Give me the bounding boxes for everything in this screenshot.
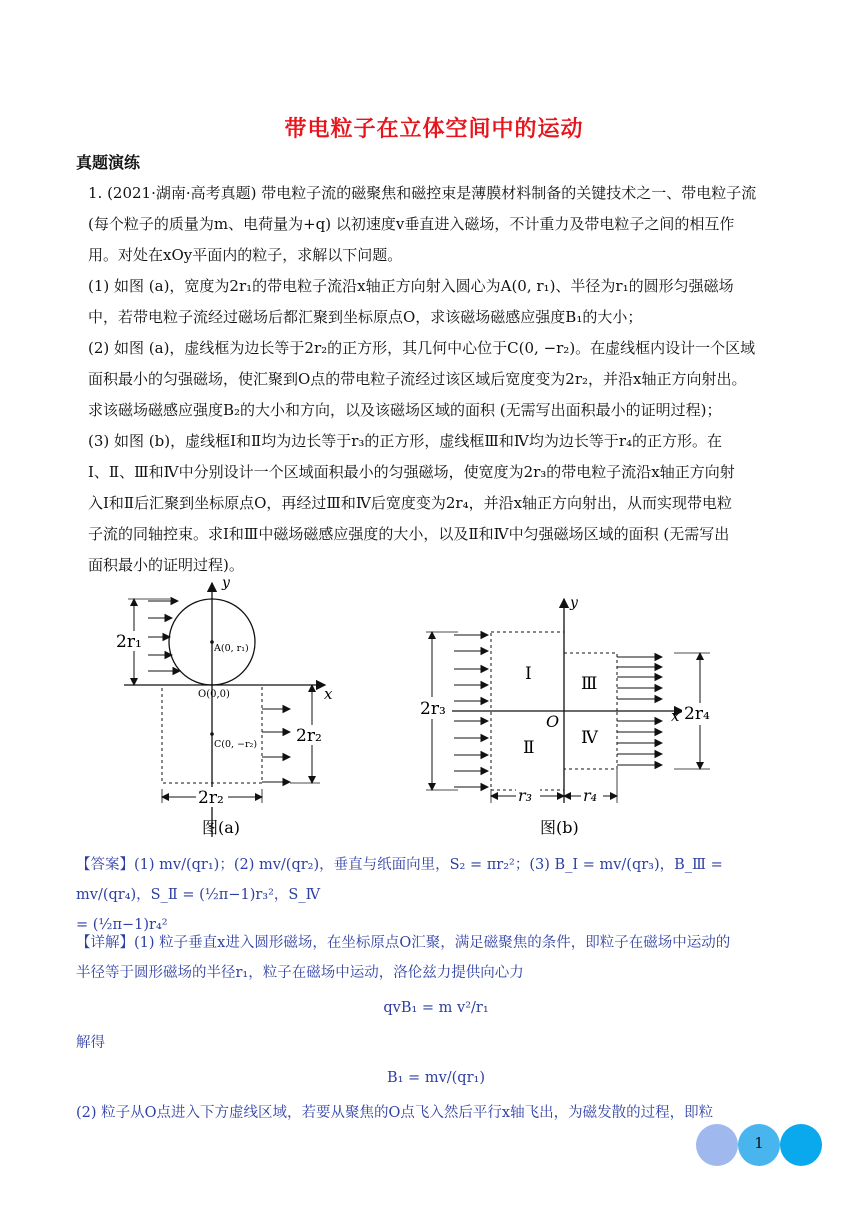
equation-1: qvB₁ = m v²/r₁ bbox=[383, 1000, 489, 1016]
detail-line: 半径等于圆形磁场的半径r₁，粒子在磁场中运动，洛伦兹力提供向心力 bbox=[76, 965, 524, 981]
pager-dot-1 bbox=[696, 1124, 738, 1166]
answer-text: (1) mv/(qr₁)；(2) mv/(qr₂)，垂直与纸面向里，S₂ = πr₂²；(3) B_Ⅰ = mv/(qr₃)，B_Ⅲ = mv/(qr₄)，S_Ⅱ = (½π−1)r₃²，S_Ⅳ bbox=[76, 857, 723, 903]
label-2r1: 2r₁ bbox=[116, 632, 142, 652]
label-C: C(0, −r₂) bbox=[214, 739, 258, 750]
y-axis-label-b: y bbox=[570, 595, 578, 611]
question-part-1: (1) 如图 (a)，宽度为2r₁的带电粒子流沿x轴正方向射入圆心为A(0, r₁)、半径为r₁的圆形匀强磁场 bbox=[88, 277, 734, 295]
label-III: Ⅲ bbox=[581, 674, 598, 694]
figure-b-caption: 图(b) bbox=[540, 818, 579, 837]
outgoing-beam-a bbox=[262, 709, 290, 782]
label-O-b: O bbox=[546, 712, 560, 731]
incoming-beam bbox=[148, 601, 180, 671]
label-2r2-bottom: 2r₂ bbox=[198, 788, 224, 808]
question-part-3: 子流的同轴控束。求Ⅰ和Ⅲ中磁场磁感应强度的大小，以及Ⅱ和Ⅳ中匀强磁场区域的面积 (无需写出 bbox=[88, 525, 730, 543]
question-part-1: 中，若带电粒子流经过磁场后都汇聚到坐标原点O，求该磁场磁感应强度B₁的大小； bbox=[88, 308, 643, 326]
label-O: O(0,0) bbox=[198, 689, 230, 700]
label-II: Ⅱ bbox=[523, 738, 535, 758]
x-axis-label-b: x bbox=[671, 707, 680, 725]
detail-block bbox=[76, 928, 796, 1128]
question-part-3: (3) 如图 (b)，虚线框Ⅰ和Ⅱ均为边长等于r₃的正方形，虚线框Ⅲ和Ⅳ均为边长等于r₄的正方形。在 bbox=[88, 432, 723, 450]
figure-a bbox=[110, 575, 350, 845]
figure-a-caption: 图(a) bbox=[202, 818, 241, 837]
label-r3: r₃ bbox=[518, 786, 533, 805]
equation-2: B₁ = mv/(qr₁) bbox=[386, 1070, 485, 1086]
answer-line: = (½π−1)r₄² bbox=[76, 917, 168, 933]
detail-line: 解得 bbox=[76, 1035, 105, 1051]
detail-text: (1) 粒子垂直x进入圆形磁场，在坐标原点O汇聚，满足磁聚焦的条件，即粒子在磁场中运动的 bbox=[134, 935, 731, 951]
detail-tag: 【详解】 bbox=[76, 935, 134, 951]
answer-tag: 【答案】 bbox=[76, 857, 134, 873]
question-part-2: 求该磁场磁感应强度B₂的大小和方向，以及该磁场区域的面积 (无需写出面积最小的证明过程)； bbox=[88, 401, 722, 419]
question-part-3: 面积最小的证明过程)。 bbox=[88, 556, 244, 574]
question-line: (每个粒子的质量为m、电荷量为+q) 以初速度v垂直进入磁场，不计重力及带电粒子之间的相互作 bbox=[88, 215, 735, 233]
detail-line: (2) 粒子从O点进入下方虚线区域，若要从聚焦的O点飞入然后平行x轴飞出，为磁发散的过程，即粒 bbox=[76, 1105, 714, 1121]
pager-dot-3 bbox=[780, 1124, 822, 1166]
question-part-2: (2) 如图 (a)，虚线框为边长等于2r₂的正方形，其几何中心位于C(0, −r₂)。在虚线框内设计一个区域 bbox=[88, 339, 756, 357]
label-A: A(0, r₁) bbox=[214, 643, 249, 654]
question-part-3: 入Ⅰ和Ⅱ后汇聚到坐标原点O，再经过Ⅲ和Ⅳ后宽度变为2r₄，并沿x轴正方向射出，从而实现带电粒 bbox=[88, 494, 733, 512]
figure-b bbox=[418, 593, 718, 843]
answer-block bbox=[76, 850, 796, 940]
label-IV: Ⅳ bbox=[581, 728, 598, 748]
label-r4: r₄ bbox=[583, 786, 598, 805]
page-title: 带电粒子在立体空间中的运动 bbox=[284, 117, 584, 142]
label-I: Ⅰ bbox=[525, 664, 532, 684]
answer-line bbox=[76, 850, 796, 910]
x-axis-label: x bbox=[324, 685, 333, 703]
question-part-3: Ⅰ、Ⅱ、Ⅲ和Ⅳ中分别设计一个区域面积最小的匀强磁场，使宽度为2r₃的带电粒子流沿x轴正方向射 bbox=[88, 463, 735, 481]
label-2r4: 2r₄ bbox=[684, 704, 710, 724]
question-line: 用。对处在xOy平面内的粒子，求解以下问题。 bbox=[88, 246, 403, 264]
detail-line bbox=[76, 928, 796, 958]
question-text bbox=[76, 178, 796, 581]
question-part-2: 面积最小的匀强磁场，使汇聚到O点的带电粒子流经过该区域后宽度变为2r₂，并沿x轴正方向射出。 bbox=[88, 370, 747, 388]
section-heading: 真题演练 bbox=[76, 153, 141, 172]
label-2r2-side: 2r₂ bbox=[296, 726, 322, 746]
question-line: 1. (2021·湖南·高考真题) 带电粒子流的磁聚焦和磁控束是薄膜材料制备的关键技术之一、带电粒子流 bbox=[88, 184, 757, 202]
y-axis-label: y bbox=[222, 575, 230, 591]
label-2r3: 2r₃ bbox=[420, 699, 446, 719]
page-number: 1 bbox=[754, 1134, 764, 1152]
